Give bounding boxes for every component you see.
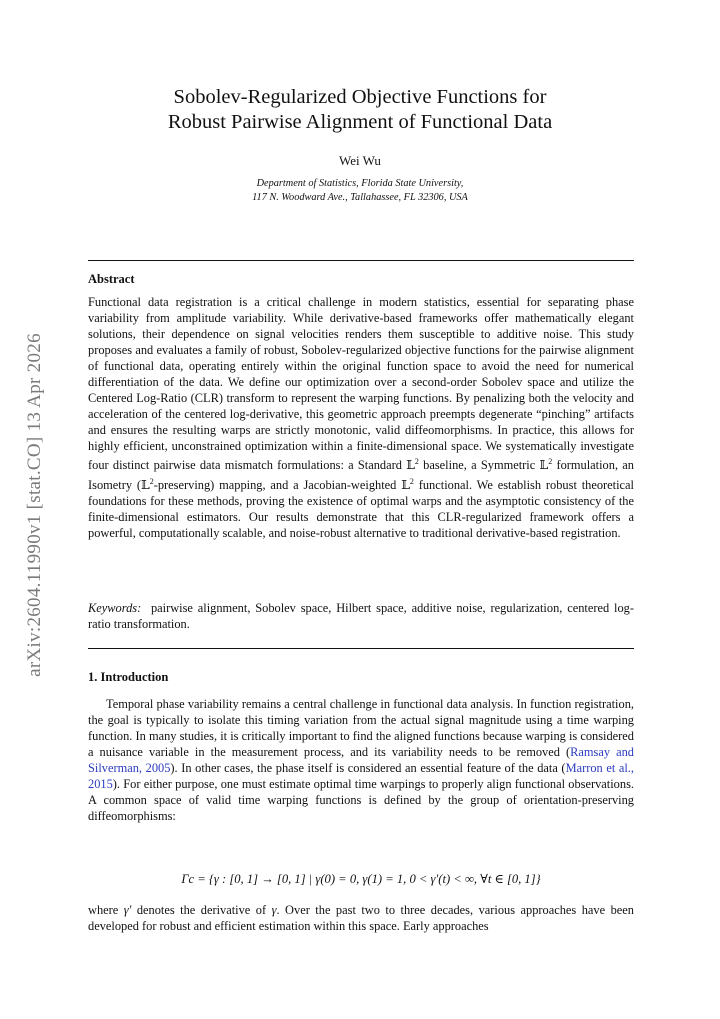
intro2-text-a: where [88, 903, 124, 917]
intro-text-c: ). For either purpose, one must estimate optimal time warpings to properly align functional observations. A common space of valid time warping functions is defined by the group of orientation-preserving diffeomorphisms: [88, 777, 634, 824]
affiliation-line-2: 117 N. Woodward Ave., Tallahassee, FL 32306, USA [252, 192, 468, 203]
paper-title [88, 85, 632, 135]
abstract-body [88, 294, 634, 541]
l2-superscript: 2 [414, 457, 419, 467]
keywords [88, 600, 634, 632]
abstract-text-1: Functional data registration is a critical challenge in modern statistics, essential for separating phase variability from amplitude variability. While derivative-based frameworks offer mathematically elegant solutions, their dependence on signal velocities renders them susceptible to additive noise. This study proposes and evaluates a family of robust, Sobolev-regularized objective functions for the pairwise alignment of functional data, operating entirely within the original function space to avoid the need for numerical differentiation of the data. We define our optimization over a second-order Sobolev space and utilize the Centered Log-Ratio (CLR) transform to represent the warping functions. By penalizing both the velocity and acceleration of the centered log-derivative, this geometric approach preempts degenerate “pinching” artifacts and ensures the resulting warps are strictly monotonic, valid diffeomorphisms. In practice, this allows for highly efficient, unconstrained optimization within a finite-dimensional space. We systematically investigate four distinct pairwise data mismatch formulations: a Standard [88, 295, 634, 473]
l2-superscript: 2 [409, 476, 414, 486]
keywords-text: pairwise alignment, Sobolev space, Hilbert space, additive noise, regularization, centered log-ratio transformation. [88, 601, 634, 632]
introduction-heading: 1. Introduction [88, 670, 169, 684]
citation-marron[interactable]: Marron et al., 2015 [88, 761, 634, 792]
introduction-paragraph-2 [88, 902, 634, 934]
abstract-bottom-rule [88, 648, 634, 649]
intro2-text-c: . Over the past two to three decades, various approaches have been developed for robust and efficient estimation within this space. Early approaches [88, 903, 634, 934]
l2-superscript: 2 [548, 457, 553, 467]
abstract-text-5: functional. We establish robust theoretical foundations for these methods, proving the existence of optimal warps and the asymptotic consistency of the finite-dimensional estimators. Our results demonstrate that this CLR-regularized framework offers a powerful, computationally scalable, and noise-robust alternative to traditional derivative-based registration. [88, 477, 634, 540]
arxiv-identifier-text: arXiv:2604.11990v1 [stat.CO] 13 Apr 2026 [24, 333, 45, 677]
l2-symbol: 𝕃 [141, 477, 150, 492]
introduction-paragraph-1 [88, 696, 634, 824]
abstract-heading: Abstract [88, 272, 135, 286]
title-line-2: Robust Pairwise Alignment of Functional Data [167, 111, 553, 133]
gamma-symbol: γ [271, 903, 277, 917]
l2-symbol: 𝕃 [539, 458, 549, 473]
abstract-text-2: baseline, a Symmetric [418, 458, 540, 473]
affiliation [88, 177, 632, 205]
affiliation-line-1: Department of Statistics, Florida State University, [256, 178, 464, 189]
intro-text-a: Temporal phase variability remains a central challenge in functional data analysis. In function registration, the goal is typically to isolate this timing variation from the actual signal magnitude using a time warping function. In many studies, it is critically important to find the aligned functions because warping is considered a nuisance variable in the measurement process, and its variability needs to be removed ( [88, 697, 634, 760]
title-line-1: Sobolev-Regularized Objective Functions for [173, 86, 547, 108]
abstract-text-3: formulation, an Isometry ( [88, 458, 634, 492]
l2-symbol: 𝕃 [406, 458, 415, 473]
abstract-top-rule [88, 260, 634, 261]
l2-symbol: 𝕃 [401, 477, 410, 492]
gamma-prime-symbol: γ′ [123, 903, 132, 917]
arxiv-identifier [20, 290, 50, 720]
abstract-text-4: -preserving) mapping, and a Jacobian-weighted [153, 477, 402, 492]
warping-group-equation: Γc = {γ : [0, 1] → [0, 1] | γ(0) = 0, γ(1) = 1, 0 < γ′(t) < ∞, ∀t ∈ [0, 1]} [181, 872, 541, 886]
intro-text-b: ). In other cases, the phase itself is considered an essential feature of the data ( [170, 761, 566, 776]
citation-ramsay-silverman[interactable]: Ramsay and Silverman, 2005 [88, 745, 634, 776]
author-name: Wei Wu [339, 153, 381, 168]
intro2-text-b: denotes the derivative of [131, 903, 272, 917]
keywords-label: Keywords: [88, 601, 142, 615]
l2-superscript: 2 [149, 476, 154, 486]
